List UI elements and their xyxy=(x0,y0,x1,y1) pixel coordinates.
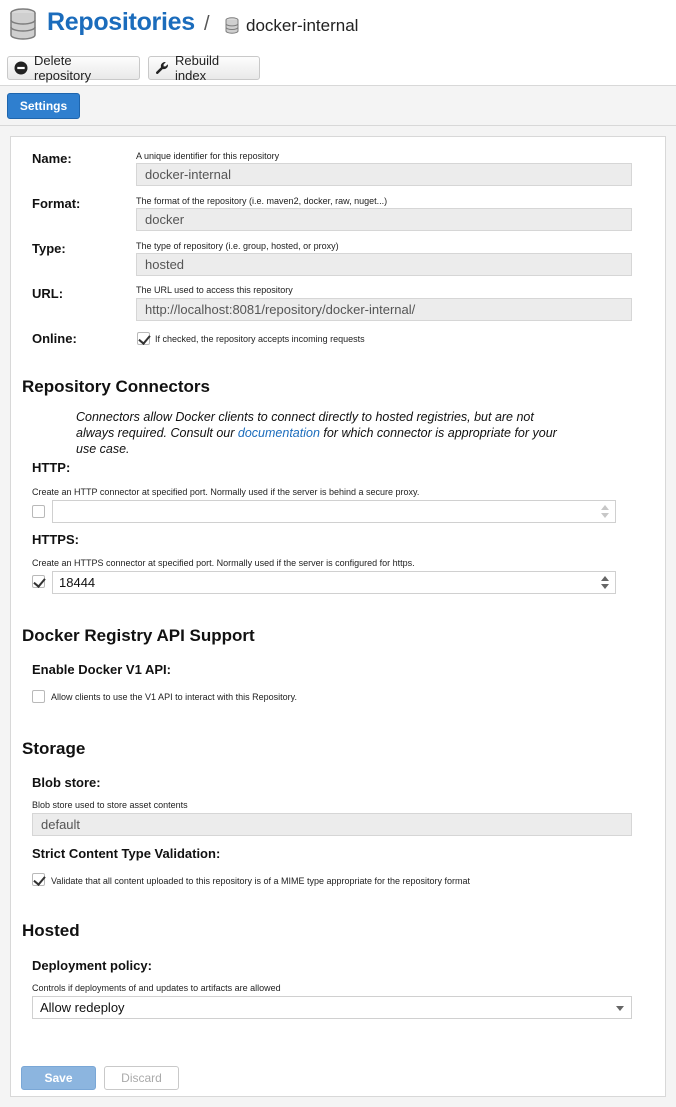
type-help: The type of repository (i.e. group, hosted, or proxy) xyxy=(136,241,339,251)
deployment-policy-label: Deployment policy: xyxy=(32,958,152,973)
format-label: Format: xyxy=(32,196,81,211)
http-help: Create an HTTP connector at specified port. Normally used if the server is behind a secure proxy. xyxy=(32,487,420,497)
https-checkbox[interactable] xyxy=(32,575,45,588)
connectors-note xyxy=(76,409,616,457)
deployment-policy-select[interactable] xyxy=(32,996,632,1019)
docker-v1-checkbox[interactable] xyxy=(32,690,45,703)
https-label: HTTPS: xyxy=(32,532,79,547)
breadcrumb-current: docker-internal xyxy=(246,16,359,35)
rebuild-index-label: Rebuild index xyxy=(175,53,220,83)
strict-validation-help: Validate that all content uploaded to this repository is of a MIME type appropriate for the repository format xyxy=(51,876,471,886)
type-label: Type: xyxy=(32,241,66,256)
name-label: Name: xyxy=(32,151,72,166)
online-label: Online: xyxy=(32,331,77,346)
connectors-note-line3: use case. xyxy=(76,442,130,456)
url-help: The URL used to access this repository xyxy=(136,285,293,295)
wrench-icon xyxy=(155,61,169,75)
deployment-policy-help: Controls if deployments of and updates to artifacts are allowed xyxy=(32,983,281,993)
https-port-value: 18444 xyxy=(59,575,96,590)
docker-v1-label: Enable Docker V1 API: xyxy=(32,662,171,677)
save-button[interactable]: Save xyxy=(21,1066,96,1090)
connectors-note-line1: Connectors allow Docker clients to connect directly to hosted registries, but are not xyxy=(76,410,534,424)
rebuild-index-button[interactable] xyxy=(148,53,260,83)
spinner-icon[interactable] xyxy=(601,575,609,590)
connectors-note-line2b: for which connector is appropriate for your xyxy=(319,426,557,440)
format-field[interactable]: docker xyxy=(136,208,632,231)
delete-repository-label: Delete repository xyxy=(34,53,92,83)
https-port-input[interactable] xyxy=(52,571,616,594)
type-field[interactable]: hosted xyxy=(136,253,632,276)
http-label: HTTP: xyxy=(32,460,71,475)
docker-v1-help: Allow clients to use the V1 API to interact with this Repository. xyxy=(51,692,297,702)
strict-validation-label: Strict Content Type Validation: xyxy=(32,846,221,861)
minus-circle-icon xyxy=(14,61,28,75)
blob-store-help: Blob store used to store asset contents xyxy=(32,800,188,810)
tab-settings[interactable]: Settings xyxy=(7,93,80,119)
page-header xyxy=(0,0,676,52)
online-help: If checked, the repository accepts incoming requests xyxy=(155,334,365,344)
connectors-section-title: Repository Connectors xyxy=(22,377,210,396)
delete-repository-button[interactable] xyxy=(7,53,140,83)
deployment-policy-value: Allow redeploy xyxy=(40,1000,125,1015)
name-help: A unique identifier for this repository xyxy=(136,151,280,161)
storage-section-title: Storage xyxy=(22,739,86,758)
connectors-note-line2: always required. Consult our xyxy=(76,426,238,440)
format-help: The format of the repository (i.e. maven2, docker, raw, nuget...) xyxy=(136,196,388,206)
discard-button[interactable]: Discard xyxy=(104,1066,179,1090)
settings-panel xyxy=(10,136,666,1097)
toolbar xyxy=(0,52,676,86)
name-field[interactable]: docker-internal xyxy=(136,163,632,186)
url-field[interactable]: http://localhost:8081/repository/docker-internal/ xyxy=(136,298,632,321)
blob-store-field[interactable]: default xyxy=(32,813,632,836)
page-title[interactable]: Repositories xyxy=(47,8,195,36)
blob-store-label: Blob store: xyxy=(32,775,101,790)
chevron-down-icon[interactable] xyxy=(616,1006,624,1011)
tab-bar xyxy=(0,87,676,126)
breadcrumb-separator: / xyxy=(204,13,210,35)
http-checkbox[interactable] xyxy=(32,505,45,518)
spinner-icon[interactable] xyxy=(601,504,609,519)
database-icon xyxy=(225,17,239,34)
url-label: URL: xyxy=(32,286,64,301)
database-icon xyxy=(9,8,37,40)
docker-api-section-title: Docker Registry API Support xyxy=(22,626,255,645)
http-port-input[interactable] xyxy=(52,500,616,523)
https-help: Create an HTTPS connector at specified port. Normally used if the server is configured for https. xyxy=(32,558,415,568)
documentation-link[interactable]: documentation xyxy=(237,426,320,440)
hosted-section-title: Hosted xyxy=(22,921,80,940)
online-checkbox[interactable] xyxy=(137,332,150,345)
strict-validation-checkbox[interactable] xyxy=(32,873,45,886)
